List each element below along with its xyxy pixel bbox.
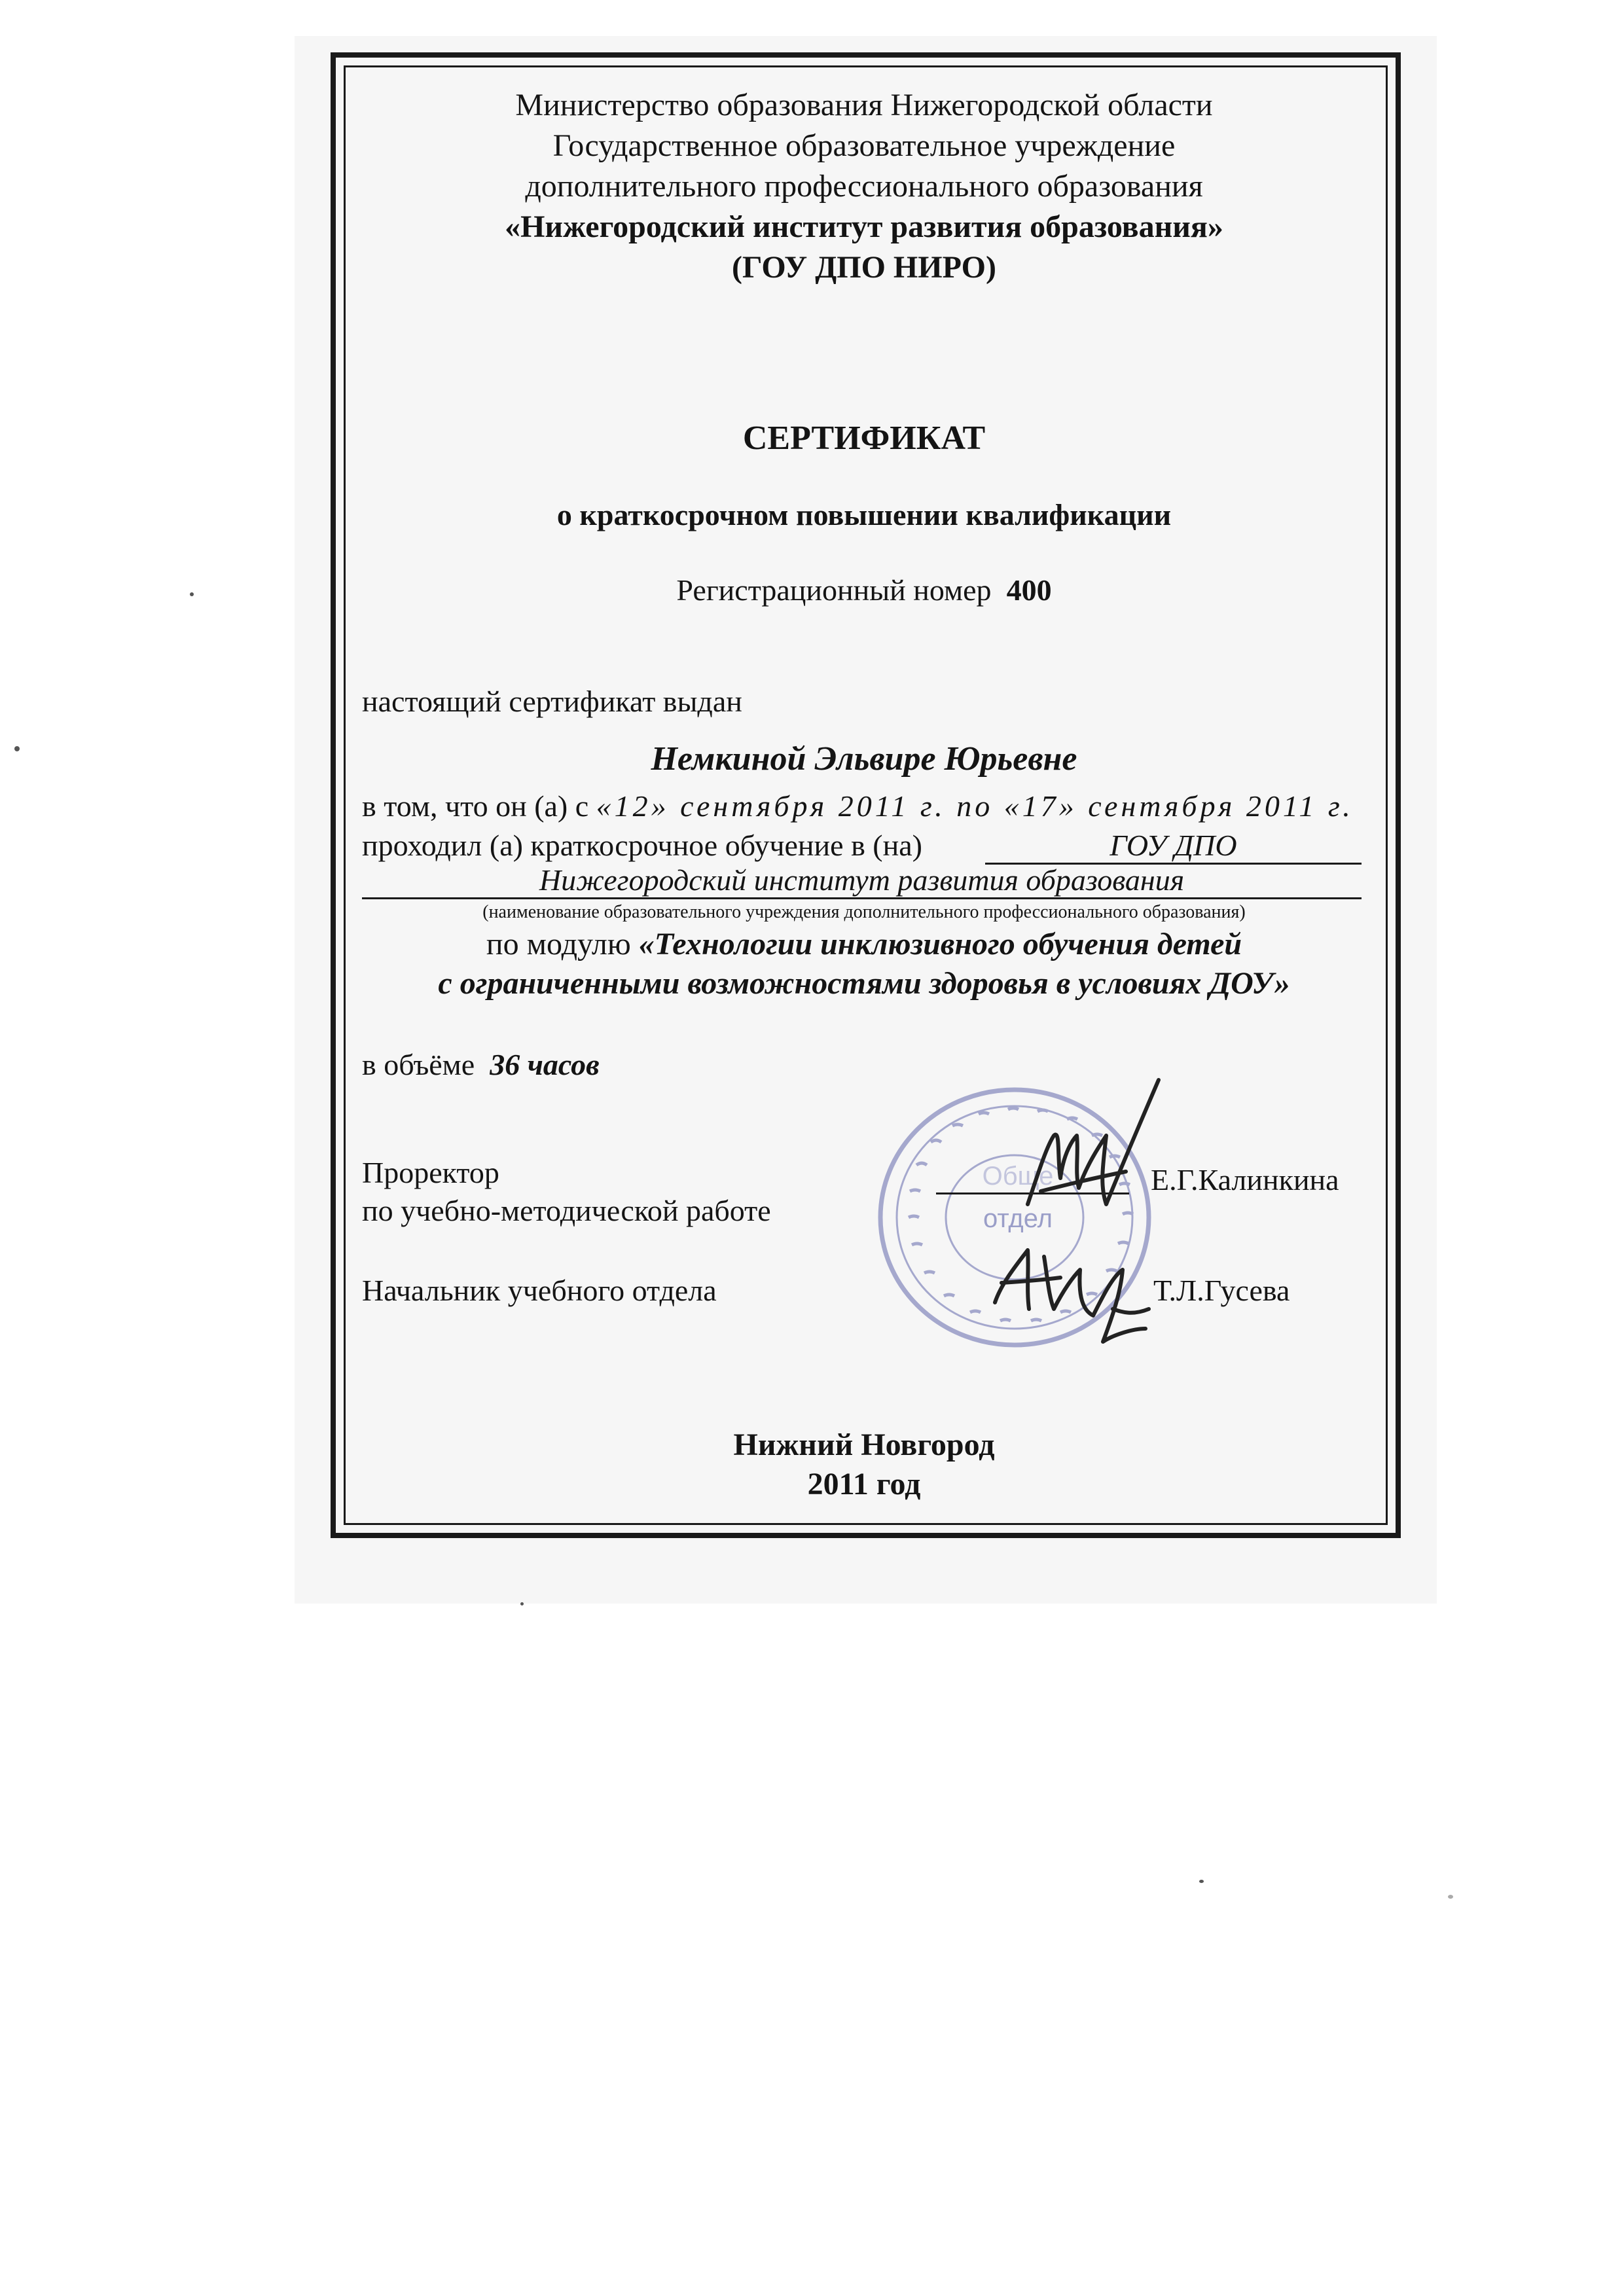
city: Нижний Новгород (733, 1427, 995, 1462)
prorector-signature (1001, 1073, 1178, 1250)
volume-label: в объёме (362, 1048, 475, 1081)
dates-period: «12» сентября 2011 г. по «17» сентября 2011 г. (596, 789, 1354, 823)
issued-label: настоящий сертификат выдан (362, 685, 742, 718)
volume-line (362, 1047, 600, 1082)
prorector-title: Проректор (362, 1156, 499, 1189)
prorector-name: Е.Г.Калинкина (1151, 1163, 1339, 1196)
year: 2011 год (807, 1467, 921, 1501)
training-org-short: ГОУ ДПО (985, 828, 1362, 865)
dates-prefix: в том, что он (а) с (362, 789, 589, 823)
stamp-text: отдел (983, 1204, 1053, 1233)
module-line-1 (367, 926, 1362, 962)
module-prefix: по модулю (486, 927, 631, 961)
institute-name: «Нижегородский институт развития образования» (505, 209, 1223, 244)
registration-label: Регистрационный номер (676, 573, 992, 607)
dates-line (362, 789, 1354, 823)
training-org-full: Нижегородский институт развития образования (362, 863, 1362, 899)
certificate-subtitle: о краткосрочном повышении квалификации (556, 498, 1172, 531)
scan-speck (190, 592, 194, 596)
head-title: Начальник учебного отдела (362, 1274, 717, 1307)
module-title-line-1: «Технологии инклюзивного обучения детей (638, 927, 1242, 961)
module-title-line-2: с ограниченными возможностями здоровья в условиях ДОУ» (438, 966, 1290, 1001)
svg-text:Обще: Обще (982, 1162, 1054, 1191)
scan-speck (1199, 1880, 1204, 1883)
recipient-name: Немкиной Эльвире Юрьевне (651, 740, 1077, 778)
head-name: Т.Л.Гусева (1153, 1274, 1290, 1307)
institution-type-line-2: дополнительного профессионального образования (525, 169, 1203, 204)
scan-speck (520, 1602, 524, 1605)
institution-type-line: Государственное образовательное учреждение (552, 128, 1176, 163)
certificate-title: СЕРТИФИКАТ (742, 420, 986, 457)
org-caption: (наименование образовательного учреждения дополнительного профессионального образования) (482, 902, 1246, 922)
scan-speck (1448, 1895, 1453, 1899)
scan-speck (14, 746, 20, 751)
institute-abbreviation: (ГОУ ДПО НИРО) (732, 250, 996, 285)
registration-line (367, 573, 1362, 607)
prorector-title-2: по учебно-методической работе (362, 1194, 771, 1227)
head-signature (982, 1230, 1165, 1361)
ministry-line: Министерство образования Нижегородской области (515, 88, 1213, 122)
volume-value: 36 часов (490, 1048, 600, 1081)
registration-number: 400 (1006, 573, 1052, 607)
training-prefix: проходил (а) краткосрочное обучение в (на) (362, 829, 922, 862)
